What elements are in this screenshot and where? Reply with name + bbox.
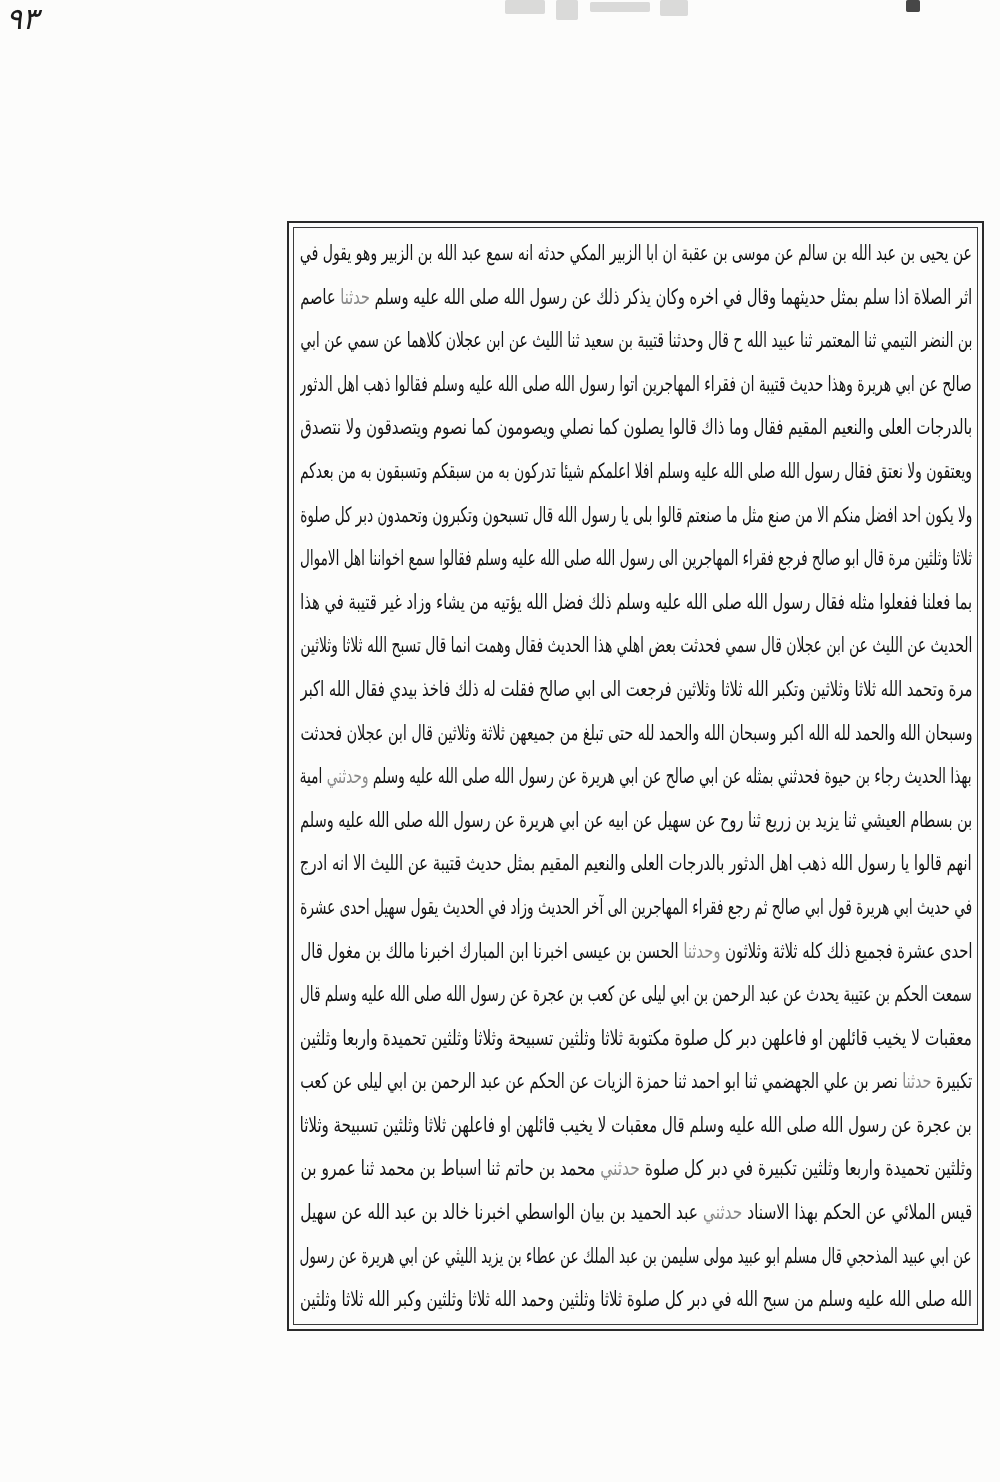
text-line [300, 624, 972, 668]
text-line-content [300, 973, 972, 1017]
text-line [300, 581, 972, 625]
text-segment: تكبيرة [935, 1069, 972, 1094]
page-number: ٩٣ [6, 2, 39, 37]
text-line-content [300, 799, 972, 843]
text-segment: الحسن بن عيسى اخبرنا ابن المبارك اخبرنا مالك بن مغول قال [300, 938, 679, 963]
text-line-content [300, 624, 972, 668]
text-line-content [300, 668, 972, 712]
text-line-content [300, 406, 972, 450]
text-segment: مرة وتحمد الله ثلاثا وثلاثين وتكبر الله ثلاثا وثلاثين فرجعت الى ابي صالح فقلت له ذلك فاخذ بيدي فقال الله اكبر [300, 676, 972, 701]
text-line-content [300, 319, 972, 363]
text-line [300, 232, 972, 276]
text-segment: وثلثين تحميدة واربعا وثلثين تكبيرة في دبر كل صلوة [644, 1156, 972, 1181]
text-line [300, 276, 972, 320]
text-segment: صالح عن ابي هريرة وهذا حديث قتيبة ان فقراء المهاجرين اتوا رسول الله صلى الله عليه وسلم فقالوا ذهب اهل الدثور [300, 371, 972, 396]
rubric-word: حدثنا [902, 1069, 932, 1094]
text-segment: معقبات لا يخيب قائلهن او فاعلهن دبر كل صلوة مكتوبة ثلاثا وثلثين تسبيحة وثلاثا وثلثين تحميدة واربعا وثلثين [300, 1025, 972, 1050]
text-line [300, 1060, 972, 1104]
text-line-content [300, 363, 972, 407]
text-segment: امية [300, 764, 323, 789]
text-segment: عن يحيى بن عبد الله بن سالم عن موسى بن عقبة ان ابا الزبير المكي حدثه انه سمع عبد الله بن الزبير وهو يقول في [300, 241, 972, 265]
text-line [300, 930, 972, 974]
text-line-content [300, 886, 972, 930]
rubric-word: حدثني [702, 1200, 743, 1225]
text-line [300, 319, 972, 363]
text-segment: بن عجرة عن رسول الله صلى الله عليه وسلم قال معقبات لا يخيب قائلهن او فاعلهن ثلاثا وثلثين تسبيحة وثلاثا [300, 1112, 972, 1137]
text-line [300, 886, 972, 930]
text-line [300, 450, 972, 494]
text-line [300, 363, 972, 407]
text-line [300, 799, 972, 843]
rubric-word: حدثنا [340, 284, 370, 309]
text-segment: في حديث ابي هريرة قول ابي صالح ثم رجع فقراء المهاجرين الى آخر الحديث وزاد في الحديث يقول سهيل احدى عشرة [300, 894, 972, 919]
text-line [300, 406, 972, 450]
text-line [300, 1278, 972, 1322]
text-segment: بما فعلنا ففعلوا مثله فقال رسول الله صلى الله عليه وسلم ذلك فضل الله يؤتيه من يشاء وزاد غير قتيبة في هذا [300, 589, 972, 614]
rubric-word: وحدثنا [682, 938, 721, 963]
text-segment: عن ابي عبيد المذحجي قال مسلم ابو عبيد مولى سليمن بن عبد الملك عن عطاء بن يزيد الليثي عن ابي هريرة عن رسول [300, 1243, 972, 1268]
text-segment: بن النضر التيمي ثنا المعتمر ثنا عبيد الله ح قال وحدثنا قتيبة بن سعيد ثنا الليث عن ابن عجلان كلاهما عن سمي عن ابي [300, 328, 972, 353]
text-segment: محمد بن حاتم ثنا اسباط بن محمد ثنا عمرو بن [300, 1156, 595, 1181]
text-line-content [300, 755, 972, 799]
text-line-content [300, 1147, 972, 1191]
scan-artifact [660, 0, 688, 16]
text-line [300, 1104, 972, 1148]
text-line-content [300, 712, 972, 756]
text-line [300, 842, 972, 886]
text-line-content [300, 1278, 972, 1322]
text-segment: قيس الملائي عن الحكم بهذا الاسناد [746, 1200, 972, 1225]
text-segment: بالدرجات العلى والنعيم المقيم فقال وما ذاك قالوا يصلون كما نصلي ويصومون كما نصوم ويتصدقون ولا نتصدق [300, 415, 972, 440]
manuscript-text-block [300, 232, 972, 1322]
text-line-content [300, 1191, 972, 1235]
text-line-content [300, 232, 972, 276]
text-line-content [300, 581, 972, 625]
text-segment: احدى عشرة فجميع ذلك كله ثلاثة وثلاثون [724, 938, 972, 963]
text-line [300, 1017, 972, 1061]
text-segment: ولا يكون احد افضل منكم الا من صنع مثل ما صنعتم قالوا بلى يا رسول الله قال تسبحون وتكبرون وتحمدون دبر كل صلوة [300, 502, 972, 527]
text-line-content [300, 1104, 972, 1148]
text-line-content [300, 537, 972, 581]
text-line [300, 494, 972, 538]
text-line-content [300, 450, 972, 494]
text-segment: بهذا الحديث رجاء بن حيوة فحدثني بمثله عن ابي صالح عن ابي هريرة عن رسول الله صلى الله عليه وسلم [373, 764, 972, 789]
text-line-content [300, 1235, 972, 1279]
text-line [300, 537, 972, 581]
text-line [300, 712, 972, 756]
scan-artifact [590, 2, 650, 12]
text-segment: الله صلى الله عليه وسلم من سبح الله في دبر كل صلوة ثلاثا وثلثين وحمد الله ثلاثا وثلثين وكبر الله ثلاثا وثلثين [300, 1287, 972, 1312]
text-segment: انهم قالوا يا رسول الله ذهب اهل الدثور بالدرجات العلى والنعيم المقيم بمثل حديث قتيبة عن الليث الا انه ادرج [300, 851, 972, 876]
text-line-content [300, 930, 972, 974]
scan-artifact [906, 0, 920, 12]
text-line [300, 1191, 972, 1235]
text-segment: عاصم [300, 284, 336, 309]
scan-artifact [556, 0, 578, 20]
text-segment: سمعت الحكم بن عتيبة يحدث عن عبد الرحمن بن ابي ليلى عن كعب بن عجرة عن رسول الله صلى الله عليه وسلم قال [300, 982, 972, 1007]
text-line-content [300, 276, 972, 320]
text-line-content [300, 1060, 972, 1104]
text-segment: عبد الحميد بن بيان الواسطي اخبرنا خالد بن عبد الله عن سهيل [300, 1200, 698, 1225]
text-segment: بن بسطام العيشي ثنا يزيد بن زريع ثنا روح عن سهيل عن ابيه عن ابي هريرة عن رسول الله صلى الله عليه وسلم [300, 807, 972, 832]
text-line [300, 1235, 972, 1279]
text-line-content [300, 494, 972, 538]
text-line [300, 668, 972, 712]
text-segment: ويعتقون ولا نعتق فقال رسول الله صلى الله عليه وسلم افلا اعلمكم شيئا تدركون به من سبقكم وتسبقون به من بعدكم [300, 458, 972, 483]
text-line [300, 1147, 972, 1191]
scan-artifact [505, 0, 545, 14]
text-segment: الحديث عن الليث عن ابن عجلان قال سمي فحدثت بعض اهلي هذا الحديث فقال وهمت انما قال تسبح الله ثلاثا وثلاثين [300, 633, 972, 658]
text-line-content [300, 1017, 972, 1061]
text-segment: نصر بن علي الجهضمي ثنا ابو احمد ثنا حمزة الزيات عن الحكم عن عبد الرحمن بن ابي ليلى عن كعب [300, 1069, 898, 1094]
rubric-word: حدثني [599, 1156, 640, 1181]
text-segment: اثر الصلاة اذا سلم بمثل حديثهما وقال في اخره وكان يذكر ذلك عن رسول الله صلى الله عليه وسلم [374, 284, 972, 309]
rubric-word: وحدثني [327, 764, 369, 789]
text-line [300, 755, 972, 799]
text-segment: وسبحان الله والحمد لله الله اكبر وسبحان الله والحمد لله حتى تبلغ من جميعهن ثلاثة وثلاثين قال ابن عجلان فحدثت [300, 720, 972, 745]
text-line-content [300, 842, 972, 886]
text-line [300, 973, 972, 1017]
text-segment: ثلاثا وثلثين مرة قال ابو صالح فرجع فقراء المهاجرين الى رسول الله صلى الله عليه وسلم فقالوا سمع اخواننا اهل الاموال [300, 546, 972, 571]
